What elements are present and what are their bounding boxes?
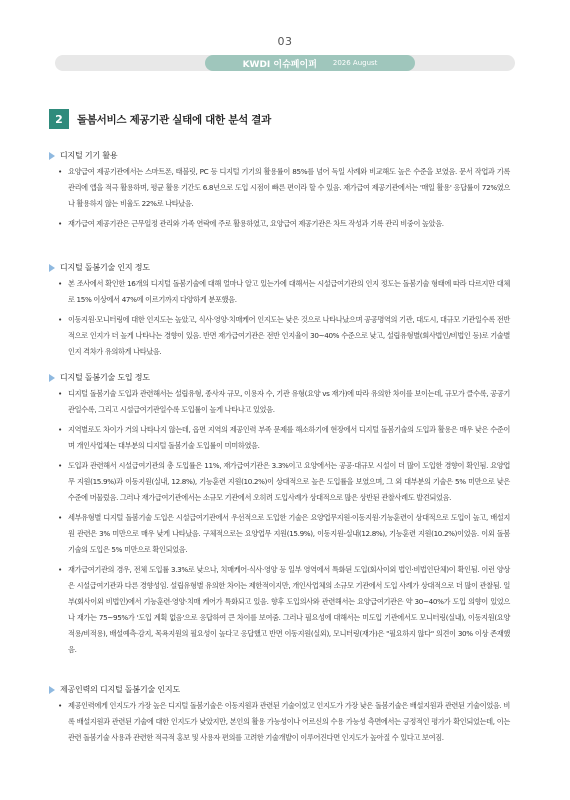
list-item: • 본 조사에서 확인한 16개의 디지털 돌봄기술에 대해 얼마나 알고 있는가에 대해서는 시설급여기관의 인지 정도는 돌봄기술 형태에 따라 다르지만 대체로 15% 이상에서 47%에 이르기까지 다양하게 분포했음.: [56, 276, 510, 308]
subsection-heading-text: 디지털 돌봄기술 인지 정도: [60, 263, 150, 272]
list-item: • 세부유형별 디지털 돌봄기술 도입은 시설급여기관에서 우선적으로 도입한 기술은 요양업무지원·이동지원·기능훈련이 상대적으로 도입이 높고, 배설지원 관련은 3% 미만으로 매우 낮게 나타났음. 구체적으로는 요양업무 지원(15.9%), 이동지원-실내(12.8%), 기능훈련 지원(10.2%)이었음. 이외 돌봄기술의 도입은 5% 미만으로 확인되었음.: [56, 510, 510, 558]
list-item: • 디지털 돌봄기술 도입과 관련해서는 설립유형, 종사자 규모, 이용자 수, 기관 유형(요양 vs 재가)에 따라 유의한 차이를 보이는데, 규모가 클수록, 공공기관일수록, 그리고 시설급여기관일수록 도입률이 높게 나타나고 있었음.: [56, 386, 510, 418]
header-date: 2026 August: [332, 59, 378, 67]
list-item: • 재가급여 제공기관은 근무일정 관리와 가족 연락에 주로 활용하였고, 요양급여 제공기관은 차트 작성과 기록 관리 비중이 높았음.: [56, 216, 510, 232]
triangle-bullet-icon: [49, 686, 55, 694]
subsection-heading-text: 디지털 기기 활용: [60, 151, 118, 160]
page-number: 03: [277, 35, 293, 48]
list-item: • 도입과 관련해서 시설급여기관의 총 도입률은 11%, 재가급여기관은 3.3%이고 요양에서는 공공·대규모 시설이 더 많이 도입한 경향이 확인됨. 요양업무 지원(15.9%)과 이동지원(실내, 12.8%), 기능훈련 지원(10.2%)이 상대적으로 높은 도입률을 보였으며, 그 외 대부분의 기술은 5% 미만으로 낮은 수준에 머물렀음. 그러나 재가급여기관에서는 소규모 기관에서 오히려 도입사례가 상대적으로 많은 상반된 관찰사례도 발견되었음.: [56, 458, 510, 506]
subsection-heading-awareness: [49, 262, 150, 273]
subsection-heading-adoption: [49, 372, 150, 383]
subsection-heading-text: 디지털 돌봄기술 도입 정도: [60, 373, 150, 382]
subsection-heading-device-use: [49, 150, 117, 161]
triangle-bullet-icon: [49, 264, 55, 272]
header-brand: KWDI 이슈페이퍼: [242, 59, 317, 70]
list-item: • 지역별로도 차이가 거의 나타나지 않는데, 읍면 지역의 제공인력 부족 문제를 해소하기에 현장에서 디지털 돌봄기술의 도입과 활용은 매우 낮은 수준이며 개인사업체는 대부분의 디지털 돌봄기술 도입률이 미미하였음.: [56, 422, 510, 454]
subsection-heading-staff-awareness: [49, 684, 180, 695]
triangle-bullet-icon: [49, 152, 55, 160]
list-item: • 요양급여 제공기관에서는 스마트폰, 태블릿, PC 등 디지털 기기의 활용률이 85%를 넘어 독일 사례와 비교해도 높은 수준을 보였음. 문서 작업과 기록 관리에 앱을 적극 활용하며, 평균 활용 기간도 6.8년으로 도입 시점이 빠른 편이라 할 수 있음. 재가급여 제공기관에서는 '매일 활용' 응답률이 72%였으나 활용하지 않는 비율도 22%로 나타났음.: [56, 164, 510, 212]
list-item: • 재가급여기관의 경우, 전체 도입률 3.3%로 낮으나, 치매케어·식사·영양 등 일부 영역에서 특화된 도입(회사이외 법인·비법인단체)이 확인됨. 이런 양상은 시설급여기관과 다른 경향성임. 설립유형별 유의한 차이는 제한적이지만, 개인사업체의 소규모 기관에서 도입 사례가 상대적으로 더 많이 관찰됨. 일부(회사이외 비법인)에서 기능훈련·영양·치매 케어가 특화되고 있음. 향후 도입의사와 관련해서는 요양급여기관은 약 30~40%가 도입 의향이 있었으나 재가는 75~95%가 '도입 계획 없음'으로 응답하여 큰 차이를 보여줌. 그러나 필요성에 대해서는 미도입 기관에서도 모니터링(실내), 이동지원(요양 적용/비적용), 배설예측·감지, 목욕지원의 필요성이 높다고 응답했고 반면 이동지원(실외), 모니터링(재가)은 "필요하지 않다" 의견이 30% 이상 존재했음.: [56, 562, 510, 658]
list-item: • 제공인력에게 인지도가 가장 높은 디지털 돌봄기술은 이동지원과 관련된 기술이었고 인지도가 가장 낮은 돌봄기술은 배설지원과 관련된 기술이었음. 비록 배설지원과 관련된 기술에 대한 인지도가 낮았지만, 본인의 활용 가능성이나 어르신의 수용 가능성 측면에서는 긍정적인 평가가 확인되었는데, 이는 관련 돌봄기술 사용과 관련한 적극적 홍보 및 사용자 편의를 고려한 기술개발이 이루어진다면 인지도가 높아질 수 있다고 보여짐.: [56, 698, 510, 746]
bullet-list-awareness: [56, 276, 510, 364]
header-bar: [55, 55, 515, 71]
subsection-heading-text: 제공인력의 디지털 돌봄기술 인지도: [60, 685, 180, 694]
header-pill: [205, 55, 415, 71]
section-title: [49, 109, 519, 129]
section-heading: 돌봄서비스 제공기관 실태에 대한 분석 결과: [77, 113, 271, 126]
triangle-bullet-icon: [49, 374, 55, 382]
bullet-list-device-use: [56, 164, 510, 236]
bullet-list-adoption: [56, 386, 510, 662]
bullet-list-staff-awareness: [56, 698, 510, 750]
list-item: • 이동지원·모니터링에 대한 인지도는 높았고, 식사·영양·치매케어 인지도는 낮은 것으로 나타나났으며 공공명역의 기관, 대도시, 대규모 기관일수록 전반적으로 인지가 더 높게 나타나는 경향이 있음. 반면 재가급여기관은 전반 인지율이 30~40% 수준으로 낮고, 설립유형별(회사법인/비법인 등)로 기술별 인지 격차가 유의하게 나타났음.: [56, 312, 510, 360]
section-number-badge: 2: [49, 109, 69, 129]
